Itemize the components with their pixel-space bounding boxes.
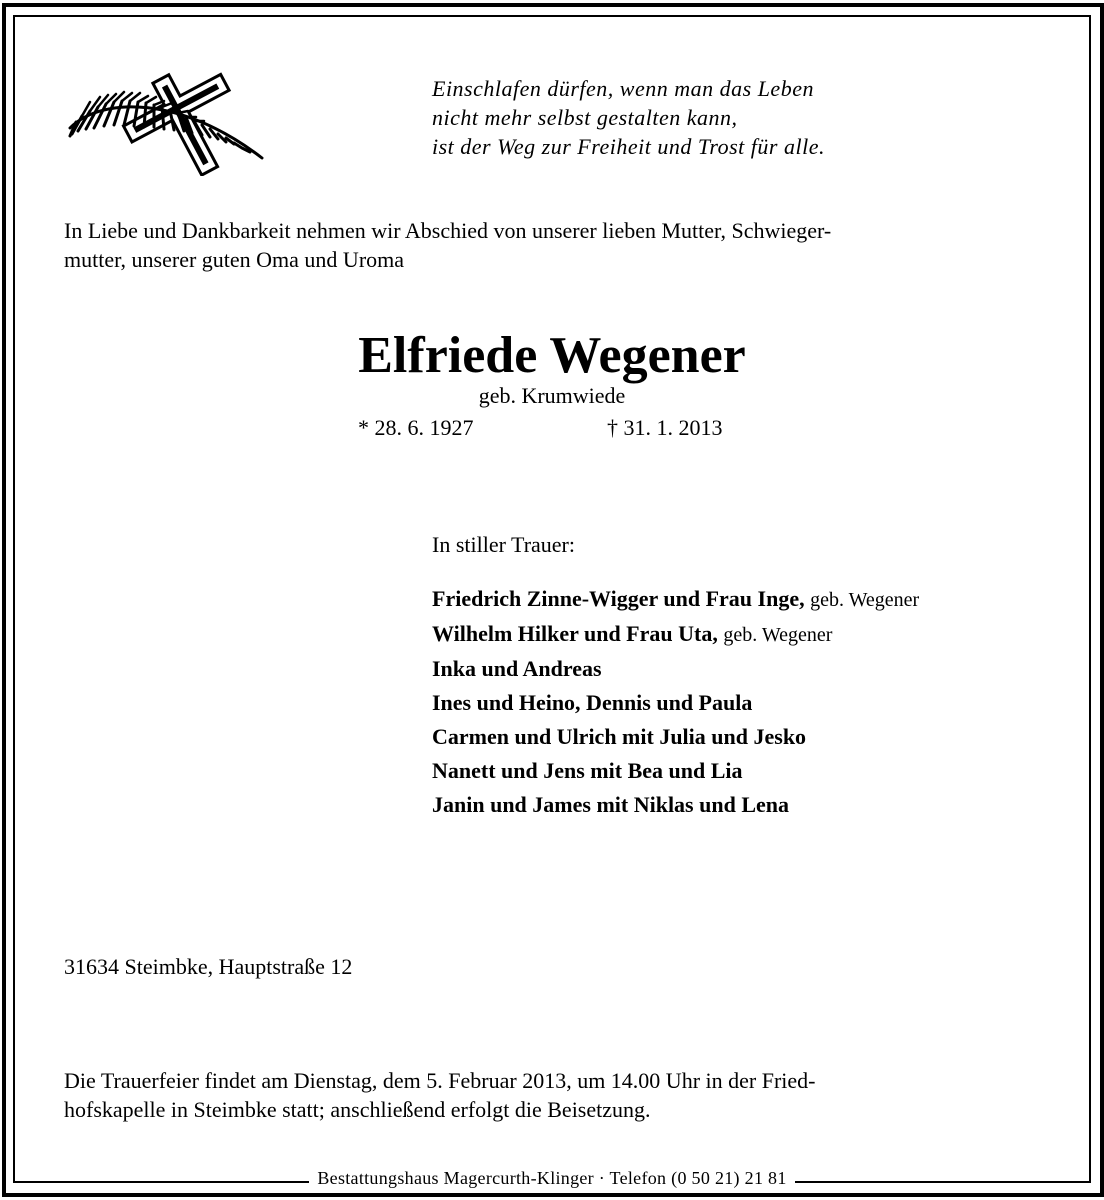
mourner-names: Wilhelm Hilker und Frau Uta, [432,621,718,646]
mourner-entry [432,652,919,686]
maiden-name: geb. Krumwiede [478,383,626,408]
quote-line: Einschlafen dürfen, wenn man das Leben [432,76,814,101]
mourner-names: Carmen und Ulrich mit Julia und Jesko [432,724,807,749]
mourner-names: Friedrich Zinne-Wigger und Frau Inge, [432,586,805,611]
quote [432,74,825,161]
funeral-line: hofskapelle in Steimbke statt; anschließend erfolgt die Beisetzung. [64,1097,651,1122]
mourner-names: Janin und James mit Niklas und Lena [432,792,789,817]
mourner-note: geb. Wegener [723,624,833,646]
mourner-entry [432,754,919,788]
mourner-entry [432,617,919,652]
funeral-home-footer [0,1165,1104,1191]
mourning-heading: In stiller Trauer: [432,532,575,557]
quote-line: nicht mehr selbst gestalten kann, [432,105,738,130]
funeral-notice [64,1066,816,1124]
death-date: † 31. 1. 2013 [607,415,723,440]
mourners-list [432,582,919,822]
mourner-names: Nanett und Jens mit Bea und Lia [432,758,743,783]
mourner-note: geb. Wegener [810,589,920,611]
intro-text [64,216,1044,274]
cross-with-palm-frond-icon [62,66,272,176]
mourner-entry [432,686,919,720]
quote-line: ist der Weg zur Freiheit und Trost für alle. [432,134,825,159]
address: 31634 Steimbke, Hauptstraße 12 [64,954,353,979]
mourner-entry [432,788,919,822]
birth-date: * 28. 6. 1927 [358,415,474,440]
intro-line: mutter, unserer guten Oma und Uroma [64,247,405,272]
mourner-names: Inka und Andreas [432,656,602,681]
mourner-entry [432,582,919,617]
mourner-names: Ines und Heino, Dennis und Paula [432,690,753,715]
intro-line: In Liebe und Dankbarkeit nehmen wir Abschied von unserer lieben Mutter, Schwieger- [64,218,832,243]
mourner-entry [432,720,919,754]
funeral-line: Die Trauerfeier findet am Dienstag, dem 5. Februar 2013, um 14.00 Uhr in der Fried- [64,1068,816,1093]
funeral-home-contact: Bestattungshaus Magercurth-Klinger · Telefon (0 50 21) 21 81 [309,1165,794,1191]
deceased-name: Elfriede Wegener [358,327,746,384]
